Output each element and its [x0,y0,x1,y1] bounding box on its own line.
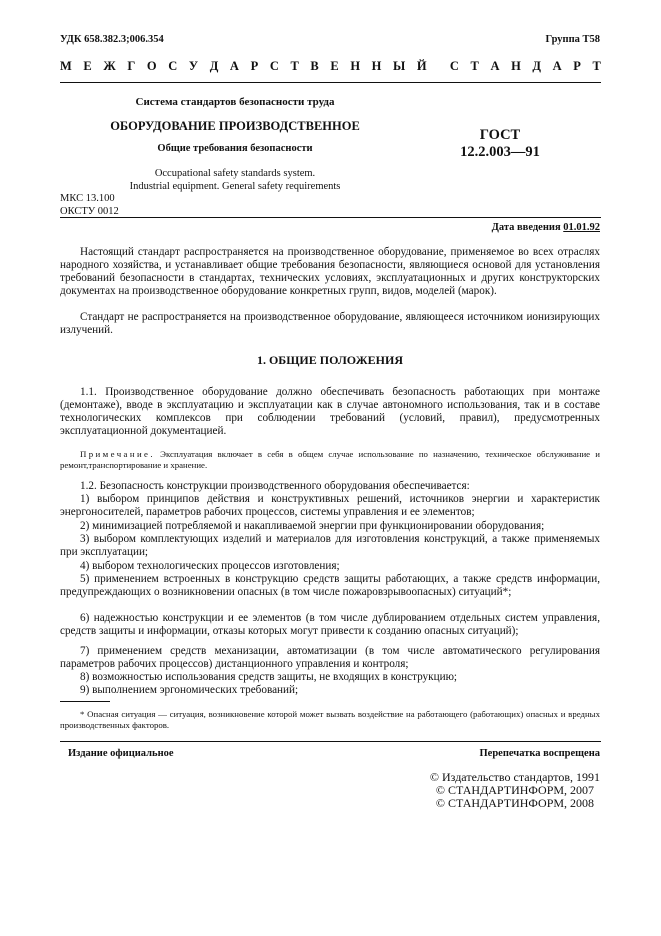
banner-letter: Д [532,59,542,73]
list-item: 8) возможностью использования средств защиты, не входящих в конструкцию; [80,671,458,683]
banner-letter: Е [330,59,339,73]
banner-letter: Ы [393,59,406,73]
banner-letter: Р [573,59,581,73]
banner-letter: В [310,59,319,73]
system-title: Система стандартов безопасности труда [135,96,335,108]
clause-1-1: 1.1. Производственное оборудование должно обеспечивать безопасность работающих при монтаже (демонтаже), вводе в эксплуатацию и эксплуатации как в случае автономного использования, так и в составе технологических комплексов при соблюдении требований (условий, правил), предусмотренных эксплуатационной документацией. [60,386,600,438]
mks-code: МКС 13.100 [60,193,115,204]
list-item: 4) выбором технологических процессов изготовления; [80,560,340,572]
intro-date-value: 01.01.92 [563,222,600,233]
banner-letter: Е [83,59,92,73]
footnote-rule [60,701,110,702]
banner-letter: Т [592,59,601,73]
banner-letter: Ж [103,59,116,73]
banner-letter: Н [371,59,382,73]
title-rule [60,217,601,218]
banner-letter: Т [290,59,299,73]
english-title [60,168,410,193]
standard-banner [60,59,601,74]
clause-1-2: 1.2. Безопасность конструкции производственного оборудования обеспечивается: [80,480,470,492]
okstu-code: ОКСТУ 0012 [60,205,119,217]
gost-label: ГОСТ [479,127,521,143]
footer-rule [60,741,601,742]
banner-letter: А [229,59,239,73]
intro-date [492,222,600,233]
list-item: 2) минимизацией потребляемой и накапливаемой энергии при функционировании оборудования; [80,520,545,532]
banner-letter: У [188,59,199,73]
english-title-line: Industrial equipment. General safety requirements [129,180,341,192]
list-item: 1) выбором принципов действия и конструктивных решений, источников энергии и характеристик энергоносителей, параметров рабочих процессов, системы управления и ее элементов; [60,493,600,519]
list-item: 6) надежностью конструкции и ее элементов (в том числе дублированием отдельных систем управления, средств защиты и информации, отказы которых могут привести к созданию опасных ситуаций); [60,612,600,638]
english-title-line: Occupational safety standards system. [154,168,316,179]
banner-letter: О [146,59,157,73]
gost-designation [455,127,545,161]
udc-code: УДК 658.382.3;006.354 [60,34,164,45]
document-title: ОБОРУДОВАНИЕ ПРОИЗВОДСТВЕННОЕ [110,119,360,133]
footnote: * Опасная ситуация — ситуация, возникновение которой может вызвать воздействие на работающего (работающих) опасных и вредных производственных факторов. [60,709,600,730]
copyright-block [430,771,600,810]
copyright-line: © СТАНДАРТИНФОРМ, 2007 [435,783,595,797]
classification-codes [60,193,119,218]
copyright-line: © СТАНДАРТИНФОРМ, 2008 [435,796,595,810]
banner-letter: Д [209,59,219,73]
intro-date-label: Дата введения [491,222,561,233]
list-item: 9) выполнением эргономических требований; [80,684,299,696]
banner-letter: С [269,59,279,73]
banner-letter: А [552,59,562,73]
document-subtitle: Общие требования безопасности [157,143,313,154]
banner-letter: А [490,59,500,73]
list-item: 7) применением средств механизации, автоматизации (в том числе автоматического регулирования параметров рабочих процессов) дистанционного управления и контроля; [60,645,600,671]
scope-exclusion-paragraph: Стандарт не распространяется на производственное оборудование, являющееся источником ионизирующих излучений. [60,311,600,337]
banner-letter: М [60,59,72,73]
banner-letter: Г [127,59,136,73]
banner-letter: Т [470,59,479,73]
note-text: Эксплуатация включает в себя в общем случае использование по назначению, техническое обслуживание и ремонт,транспортирование и хранение. [60,449,600,470]
note [60,449,600,471]
scope-paragraph: Настоящий стандарт распространяется на производственное оборудование, применяемое во всех отраслях народного хозяйства, и устанавливает общие требования безопасности, являющиеся основой для установления требований безопасности в стандартах, технических условиях, эксплуатационных и других конструкторских документах на производственное оборудование конкретных групп, видов, моделей (марок). [60,246,600,298]
reprint-notice: Перепечатка воспрещена [479,748,600,759]
note-label: Примечание. [80,449,155,459]
banner-letter: Й [416,59,427,73]
section-heading: 1. ОБЩИЕ ПОЛОЖЕНИЯ [256,353,404,367]
banner-letter: Н [511,59,521,73]
banner-letter: С [449,59,459,73]
banner-letter: Р [250,59,259,73]
gost-number: 12.2.003—91 [460,144,540,160]
group-code: Группа Т58 [545,34,600,45]
banner-letter: С [168,59,178,73]
banner-rule [60,82,601,83]
official-edition: Издание официальное [68,748,174,759]
banner-letter: Н [350,59,361,73]
list-item: 3) выбором комплектующих изделий и материалов для изготовления конструкций, а также применяемых при эксплуатации; [60,533,600,559]
list-item: 5) применением встроенных в конструкцию средств защиты работающих, а также средств информации, предупреждающих о возникновении опасных (в том числе пожаровзрывоопасных) ситуаций*; [60,573,600,599]
copyright-line: © Издательство стандартов, 1991 [429,770,600,784]
